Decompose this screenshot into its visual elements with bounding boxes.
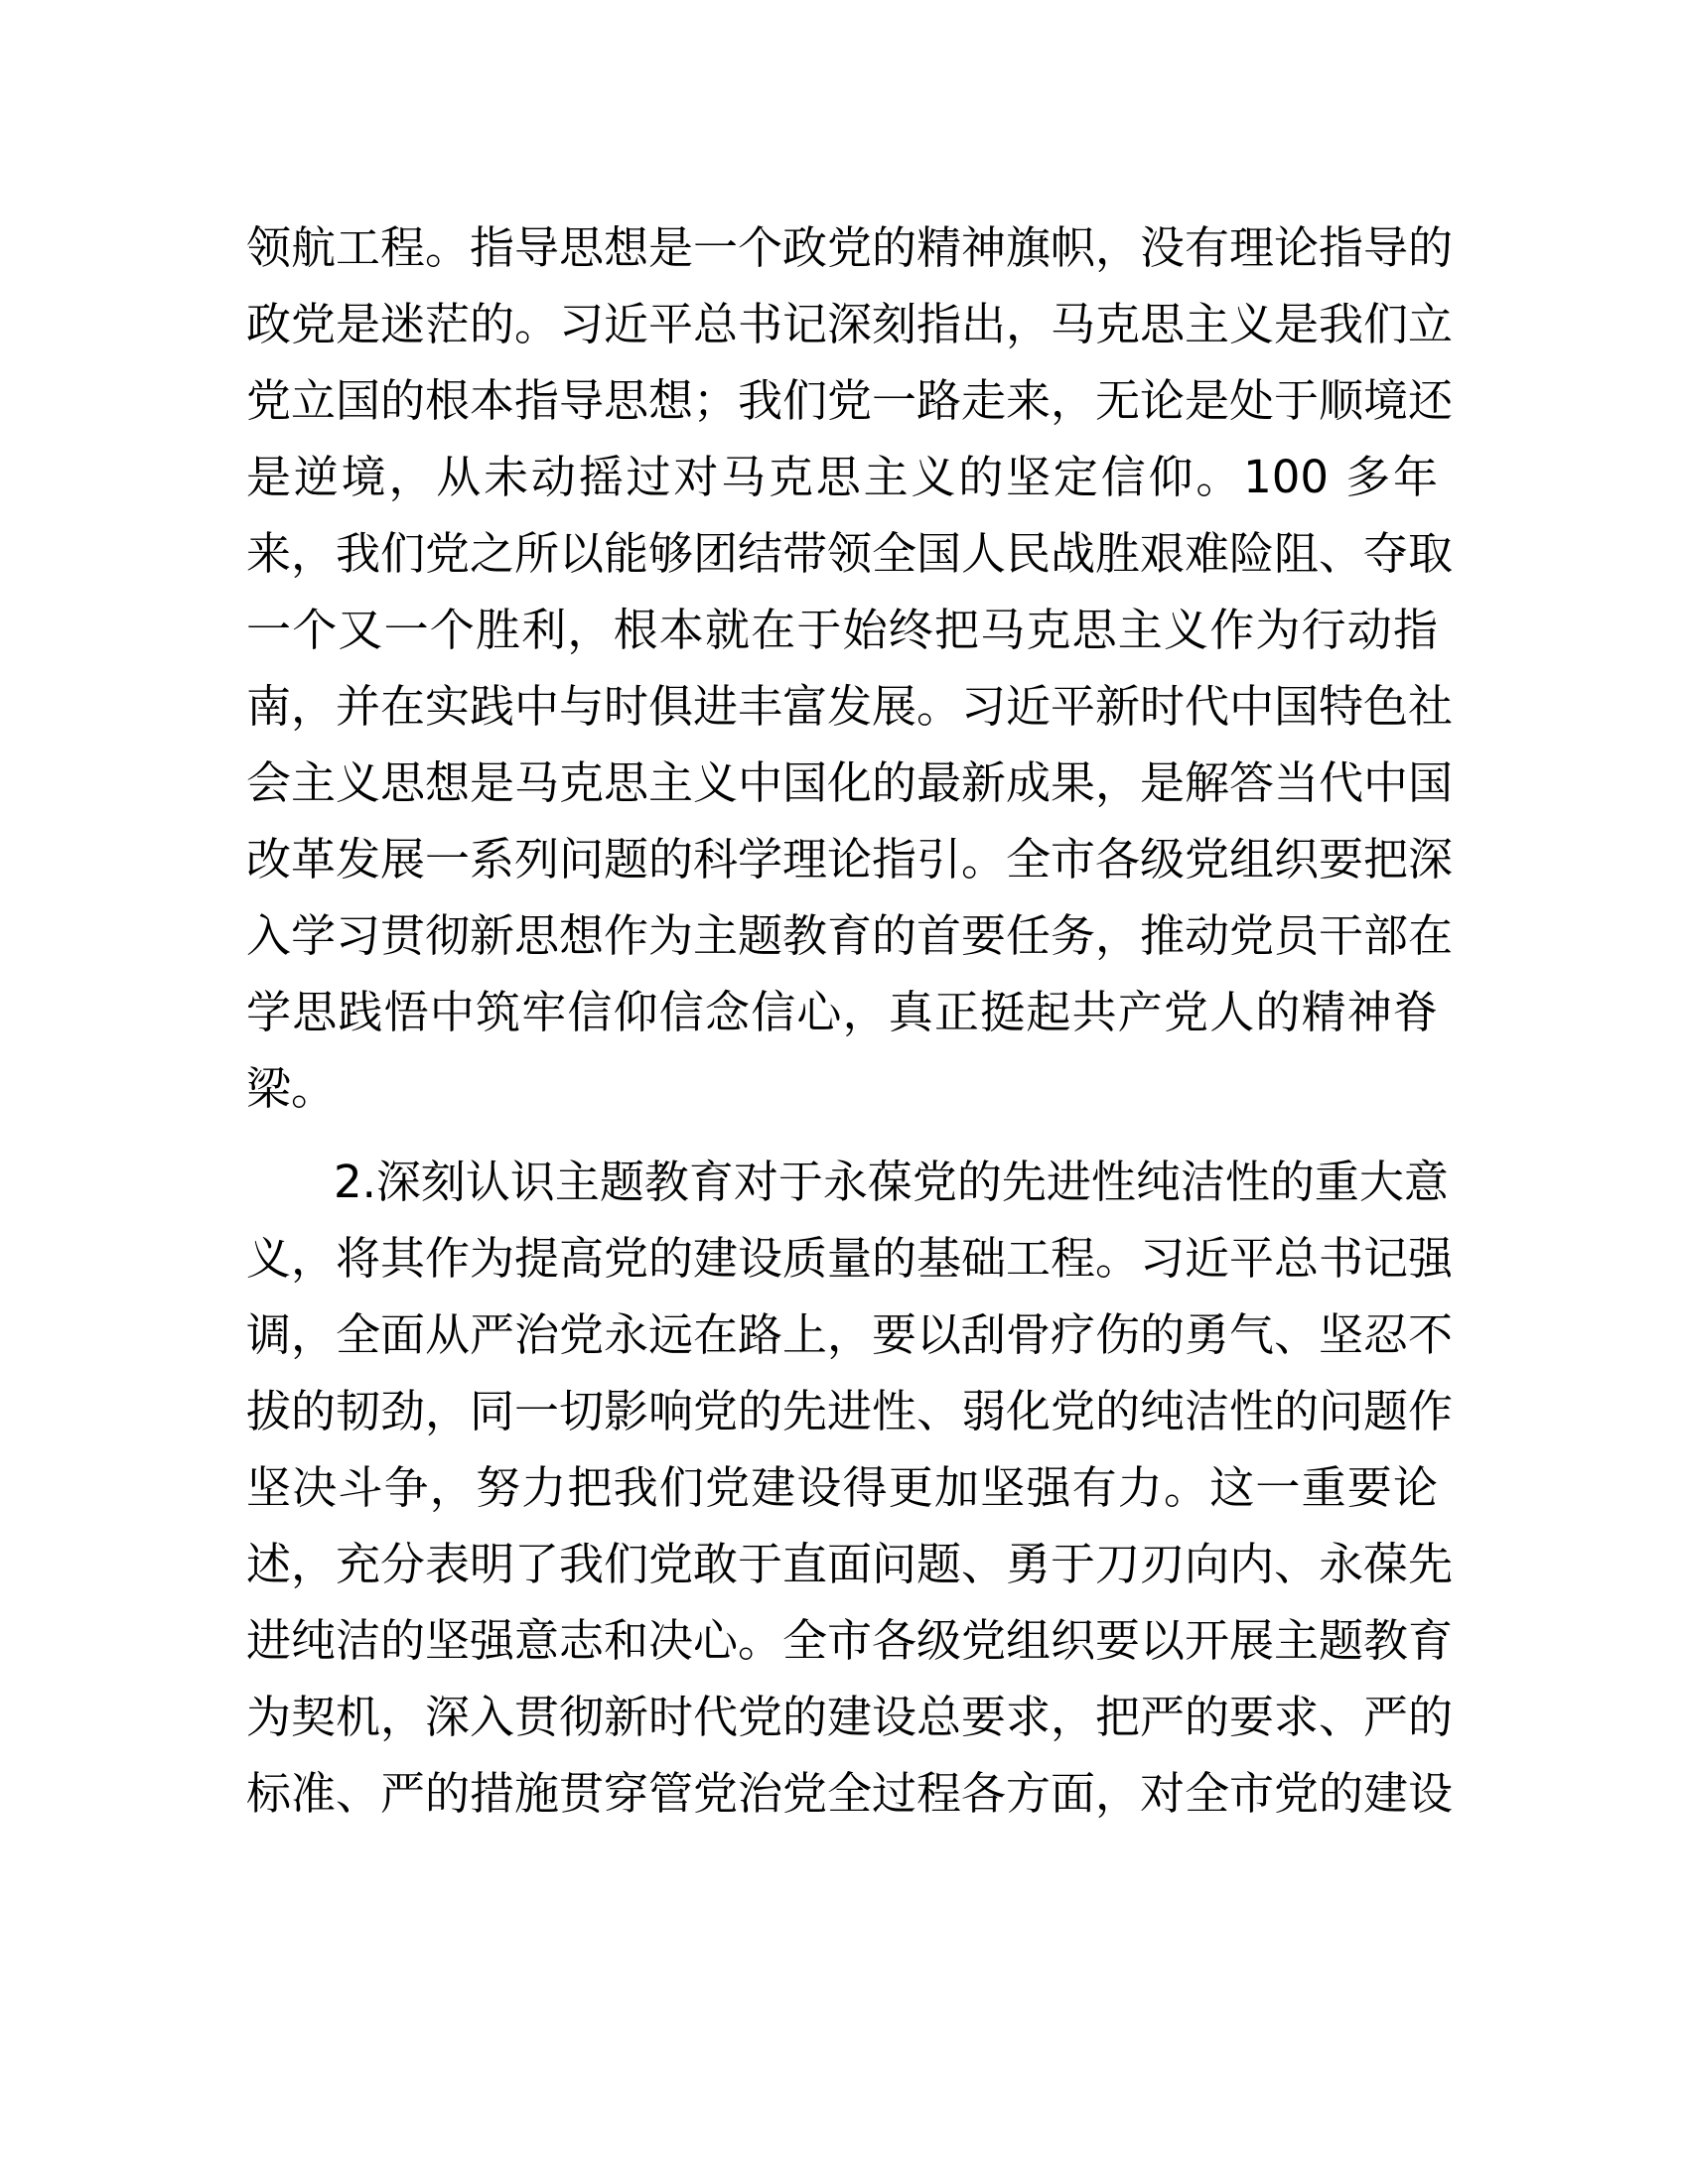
text-line: 进纯洁的坚强意志和决心。全市各级党组织要以开展主题教育 — [246, 1614, 1454, 1667]
text-line: 改革发展一系列问题的科学理论指引。全市各级党组织要把深 — [246, 833, 1454, 886]
text-line: 述，充分表明了我们党敢于直面问题、勇于刀刃向内、永葆先 — [246, 1538, 1454, 1590]
text-line: 2.深刻认识主题教育对于永葆党的先进性纯洁性的重大意 — [334, 1156, 1449, 1208]
text-line: 党立国的根本指导思想；我们党一路走来，无论是处于顺境还 — [246, 374, 1454, 427]
paragraph-guiding-thought — [246, 209, 1454, 1127]
text-line: 会主义思想是马克思主义中国化的最新成果，是解答当代中国 — [246, 756, 1454, 809]
text-line: 是逆境，从未动摇过对马克思主义的坚定信仰。100 多年 — [246, 451, 1438, 503]
document-page — [246, 209, 1454, 1832]
paragraph-point-2 — [246, 1144, 1454, 1832]
text-line: 拔的韧劲，同一切影响党的先进性、弱化党的纯洁性的问题作 — [246, 1385, 1454, 1437]
text-line: 调，全面从严治党永远在路上，要以刮骨疗伤的勇气、坚忍不 — [246, 1308, 1454, 1361]
text-line: 领航工程。指导思想是一个政党的精神旗帜，没有理论指导的 — [246, 221, 1454, 274]
text-line: 入学习贯彻新思想作为主题教育的首要任务，推动党员干部在 — [246, 909, 1454, 962]
text-line: 梁。 — [246, 1062, 337, 1115]
text-line: 学思践悟中筑牢信仰信念信心，真正挺起共产党人的精神脊 — [246, 986, 1438, 1038]
text-line: 南，并在实践中与时俱进丰富发展。习近平新时代中国特色社 — [246, 680, 1454, 733]
text-line: 一个又一个胜利，根本就在于始终把马克思主义作为行动指 — [246, 604, 1438, 656]
text-line: 为契机，深入贯彻新时代党的建设总要求，把严的要求、严的 — [246, 1691, 1454, 1743]
text-line: 来，我们党之所以能够团结带领全国人民战胜艰难险阻、夺取 — [246, 527, 1454, 580]
text-line: 标准、严的措施贯穿管党治党全过程各方面，对全市党的建设 — [246, 1767, 1454, 1820]
text-line: 义，将其作为提高党的建设质量的基础工程。习近平总书记强 — [246, 1232, 1454, 1285]
text-line: 政党是迷茫的。习近平总书记深刻指出，马克思主义是我们立 — [246, 298, 1454, 350]
text-line: 坚决斗争，努力把我们党建设得更加坚强有力。这一重要论 — [246, 1461, 1438, 1514]
